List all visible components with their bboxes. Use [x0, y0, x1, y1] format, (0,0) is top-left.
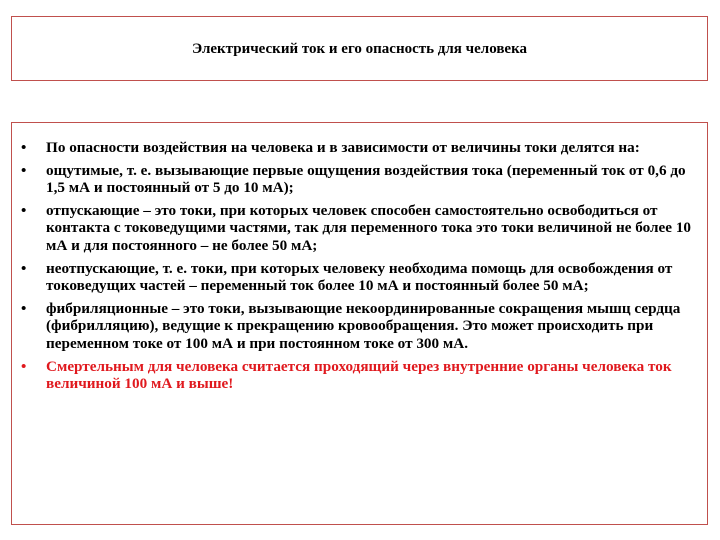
content-box: [11, 122, 708, 525]
bullet-text: По опасности воздействия на человека и в зависимости от величины токи делятся на:: [46, 139, 640, 156]
bullet-text: ощутимые, т. е. вызывающие первые ощущения воздействия тока (переменный ток от 0,6 до 1,5 мА и постоянный от 5 до 10 мА);: [46, 161, 686, 197]
bullet-item: [12, 260, 707, 295]
bullet-item: [12, 202, 707, 255]
bullet-text: Смертельным для человека считается проходящий через внутренние органы человека ток величиной 100 мА и выше!: [46, 357, 672, 393]
bullet-text: неотпускающие, т. е. токи, при которых человеку необходима помощь для освобождения от токоведущих частей – переменный ток более 10 мА и постоянный более 50 мА;: [46, 259, 673, 295]
bullet-text: фибриляционные – это токи, вызывающие некоординированные сокращения мышц сердца (фибрилляцию), ведущие к прекращению кровообращения. Это может происходить при переменном токе от 100 мА и при постоянном токе от 300 мА.: [46, 299, 681, 352]
bullet-item: [12, 162, 707, 197]
bullet-dot-icon: •: [21, 259, 27, 277]
bullet-list: [12, 139, 707, 398]
bullet-dot-icon: •: [21, 357, 27, 375]
bullet-dot-icon: •: [21, 201, 27, 219]
bullet-item: [12, 139, 707, 157]
title-box: [11, 16, 708, 81]
bullet-dot-icon: •: [21, 161, 27, 179]
bullet-item-warning: [12, 358, 707, 393]
bullet-dot-icon: •: [21, 139, 27, 156]
bullet-text: отпускающие – это токи, при которых человек способен самостоятельно освободиться от контакта с токоведущими частями, так для переменного тока это токи величиной не более 10 мА и для постоянного – не более 50 мА;: [46, 201, 692, 254]
slide-title: Электрический ток и его опасность для человека: [191, 41, 528, 57]
bullet-dot-icon: •: [21, 299, 27, 317]
bullet-item: [12, 300, 707, 353]
